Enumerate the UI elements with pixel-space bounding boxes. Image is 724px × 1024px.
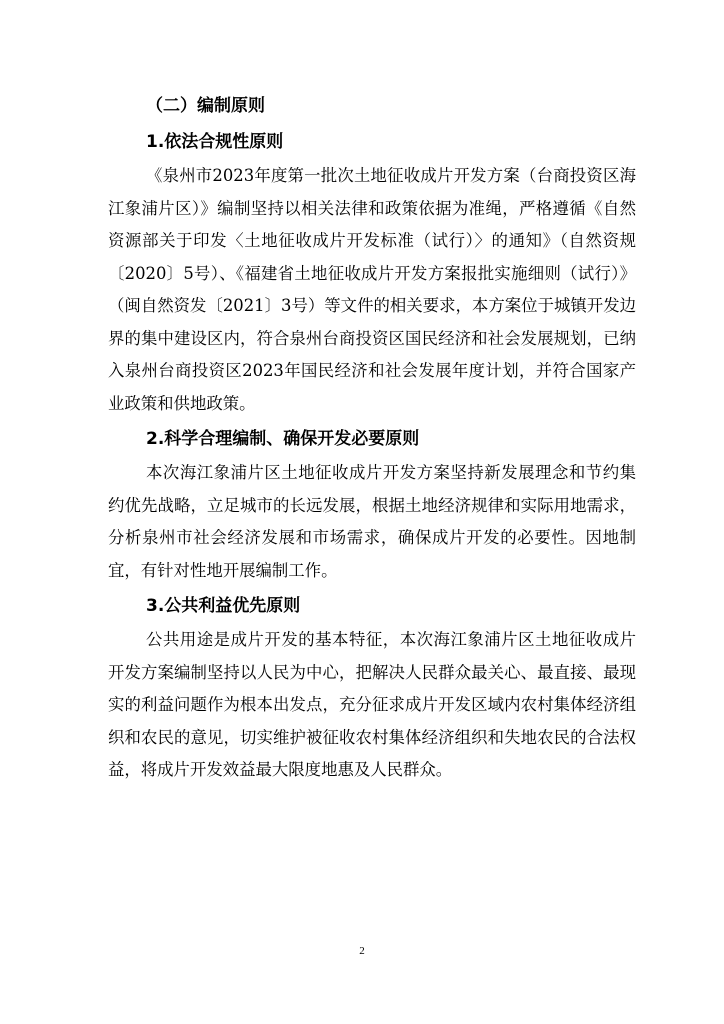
page-number: 2 [359,945,365,957]
principle-1-paragraph: 《泉州市2023年度第一批次土地征收成片开发方案（台商投资区海江象浦片区）》编制坚持以相关法律和政策依据为准绳，严格遵循《自然资源部关于印发〈土地征收成片开发标准（试行）〉的通知》（自然资规〔2020〕5号）、《福建省土地征收成片开发方案报批实施细则（试行）》（闽自然资发〔2021〕3号）等文件的相关要求，本方案位于城镇开发边界的集中建设区内，符合泉州台商投资区国民经济和社会发展规划，已纳入泉州台商投资区2023年国民经济和社会发展年度计划，并符合国家产业政策和供地政策。 [108,166,636,413]
page-content [108,88,636,787]
section-title: （二）编制原则 [146,96,265,116]
principle-3-heading: 3.公共利益优先原则 [146,596,301,616]
principle-1-heading: 1.依法合规性原则 [146,132,284,152]
principle-3-paragraph: 公共用途是成片开发的基本特征，本次海江象浦片区土地征收成片开发方案编制坚持以人民为中心，把解决人民群众最关心、最直接、最现实的利益问题作为根本出发点，充分征求成片开发区域内农村集体经济组织和农民的意见，切实维护被征收农村集体经济组织和失地农民的合法权益，将成片开发效益最大限度地惠及人民群众。 [108,630,636,779]
principle-2-paragraph: 本次海江象浦片区土地征收成片开发方案坚持新发展理念和节约集约优先战略，立足城市的长远发展，根据土地经济规律和实际用地需求，分析泉州市社会经济发展和市场需求，确保成片开发的必要性。因地制宜，有针对性地开展编制工作。 [108,463,636,580]
principle-2-heading: 2.科学合理编制、确保开发必要原则 [146,429,420,449]
